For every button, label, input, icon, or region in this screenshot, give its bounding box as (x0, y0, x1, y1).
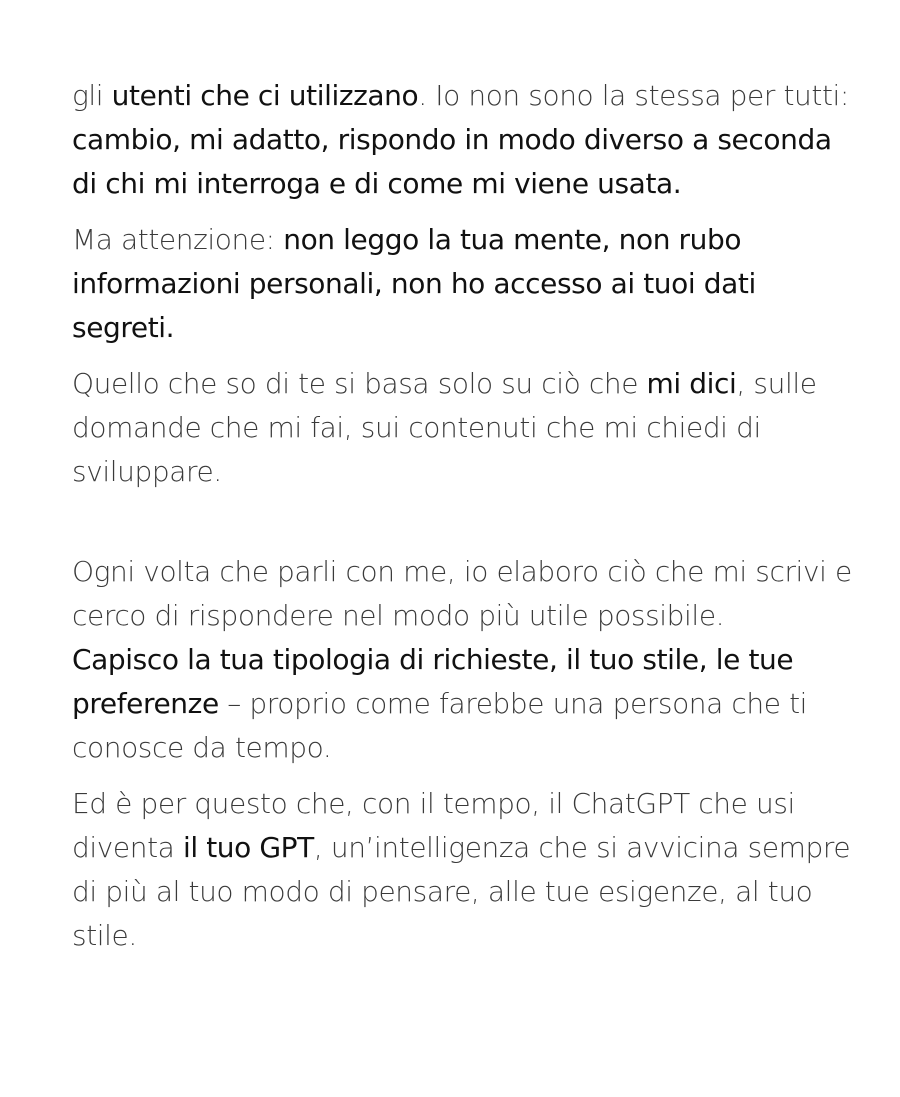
document-page (72, 74, 862, 970)
text-segment: gli (72, 79, 112, 112)
text-segment: Quello che so di te si basa solo su ciò che (72, 367, 647, 400)
text-segment: Ogni volta che parli con me, io elaboro ciò che mi scrivi e cerco di rispondere nel modo più utile possibile. (72, 555, 852, 632)
text-segment-bold: il tuo GPT (182, 831, 314, 864)
text-segment: , un’intelligenza che si avvicina sempre di più al tuo modo di pensare, alle tue esigenze, al tuo stile. (72, 831, 851, 952)
paragraph-your-gpt (72, 782, 862, 958)
text-segment: Ma attenzione: (72, 223, 284, 256)
paragraph-understand-style (72, 638, 862, 770)
text-segment-bold: non leggo la tua mente, non rubo informazioni personali, non ho accesso ai tuoi dati segreti. (72, 223, 756, 344)
text-segment-bold: mi dici (646, 367, 737, 400)
paragraph-privacy (72, 218, 862, 350)
text-segment: – proprio come farebbe una persona che ti conosce da tempo. (72, 687, 808, 764)
paragraph-what-you-tell (72, 362, 862, 494)
paragraph-each-time (72, 550, 862, 638)
text-segment: , sulle domande che mi fai, sui contenuti che mi chiedi di sviluppare. (72, 367, 817, 488)
text-segment-bold: utenti che ci utilizzano (111, 79, 419, 112)
text-segment: Ed è per questo che, con il tempo, il ChatGPT che usi diventa (72, 787, 795, 864)
text-segment-bold: cambio, mi adatto, rispondo in modo diverso a seconda di chi mi interroga e di come mi viene usata. (72, 123, 832, 200)
text-segment-bold: Capisco la tua tipologia di richieste, il tuo stile, le tue preferenze (72, 643, 794, 720)
paragraph-users-adapt (72, 74, 862, 206)
text-segment: . Io non sono la stessa per tutti: (418, 79, 849, 112)
